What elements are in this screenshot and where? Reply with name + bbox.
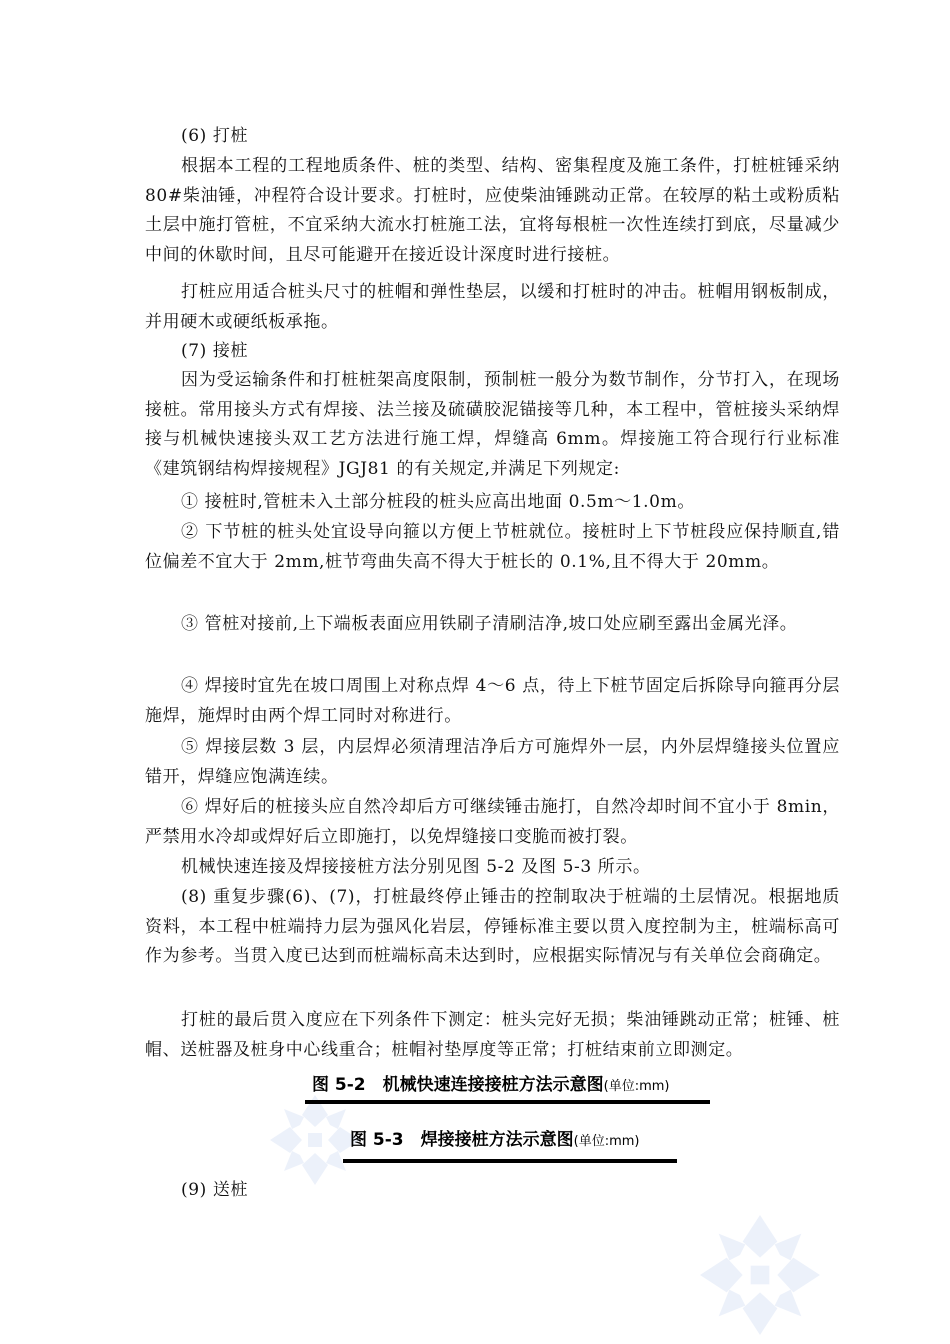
list-item-4: ④ 焊接时宜先在坡口周围上对称点焊 4～6 点，待上下桩节固定后拆除导向箍再分层施焊，施焊时由两个焊工同时对称进行。 [145,676,840,726]
figure-caption-5-3 [350,1125,640,1150]
list-item-5: ⑤ 焊接层数 3 层，内层焊必须清理洁净后方可施焊外一层，内外层焊缝接头位置应错开，焊缝应饱满连续。 [145,737,840,787]
paragraph-pile-splicing: 因为受运输条件和打桩桩架高度限制，预制桩一般分为数节制作，分节打入，在现场接桩。常用接头方式有焊接、法兰接及硫磺胶泥锚接等几种，本工程中，管桩接头采纳焊接与机械快速接头双工艺方法进行施工焊，焊缝高 6mm。焊接施工符合现行行业标准《建筑钢结构焊接规程》JGJ81 的有关规定,并满足下列规定: [145,370,840,479]
figure-title: 图 5-2 机械快速连接接桩方法示意图 [312,1075,604,1095]
list-item-1: ① 接桩时,管桩未入土部分桩段的桩头应高出地面 0.5m～1.0m。 [181,492,695,512]
list-item-2: ② 下节桩的桩头处宜设导向箍以方便上节桩就位。接桩时上下节桩段应保持顺直,错位偏差不宜大于 2mm,桩节弯曲失高不得大于桩长的 0.1%,且不得大于 20mm。 [145,522,840,572]
figure-unit: (单位:mm) [603,1079,670,1094]
figure-caption-5-2 [312,1070,670,1095]
figure-title: 图 5-3 焊接接桩方法示意图 [350,1130,574,1150]
figure-rule [343,1159,677,1163]
section-heading-9: (9) 送桩 [181,1180,249,1200]
section-heading-8: (8) 重复步骤(6)、(7)，打桩最终停止锤击的控制取决于桩端的土层情况。根据地质资料，本工程中桩端持力层为强风化岩层，停锤标准主要以贯入度控制为主，桩端标高可作为参考。当贯入度已达到而桩端标高未达到时，应根据实际情况与有关单位会商确定。 [145,887,840,966]
list-item-6: ⑥ 焊好后的桩接头应自然冷却后方可继续锤击施打，自然冷却时间不宜小于 8min，严禁用水冷却或焊好后立即施打，以免焊缝接口变脆而被打裂。 [145,797,840,847]
snowflake-logo-icon [270,1095,360,1185]
snowflake-logo-icon [700,1215,820,1335]
paragraph-piling-conditions: 根据本工程的工程地质条件、桩的类型、结构、密集程度及施工条件，打桩桩锤采纳 80#柴油锤，冲程符合设计要求。打桩时，应使柴油锤跳动正常。在较厚的粘土或粉质粘土层中施打管桩，不宜采纳大流水打桩施工法，宜将每根桩一次性连续打到底，尽量减少中间的休歇时间，且尽可能避开在接近设计深度时进行接桩。 [145,156,840,265]
section-heading-6: (6) 打桩 [181,126,249,146]
list-item-3: ③ 管桩对接前,上下端板表面应用铁刷子清刷洁净,坡口处应刷至露出金属光泽。 [181,614,798,634]
paragraph-final-set: 打桩的最后贯入度应在下列条件下测定：桩头完好无损；柴油锤跳动正常；桩锤、桩帽、送桩器及桩身中心线重合；桩帽衬垫厚度等正常；打桩结束前立即测定。 [145,1010,840,1060]
figure-rule [305,1100,710,1104]
paragraph-pile-cap: 打桩应用适合桩头尺寸的桩帽和弹性垫层，以缓和打桩时的冲击。桩帽用钢板制成，并用硬木或硬纸板承拖。 [145,282,840,332]
paragraph-figure-reference: 机械快速连接及焊接接桩方法分别见图 5-2 及图 5-3 所示。 [181,857,651,877]
section-heading-7: (7) 接桩 [181,341,249,361]
figure-unit: (单位:mm) [573,1134,640,1149]
